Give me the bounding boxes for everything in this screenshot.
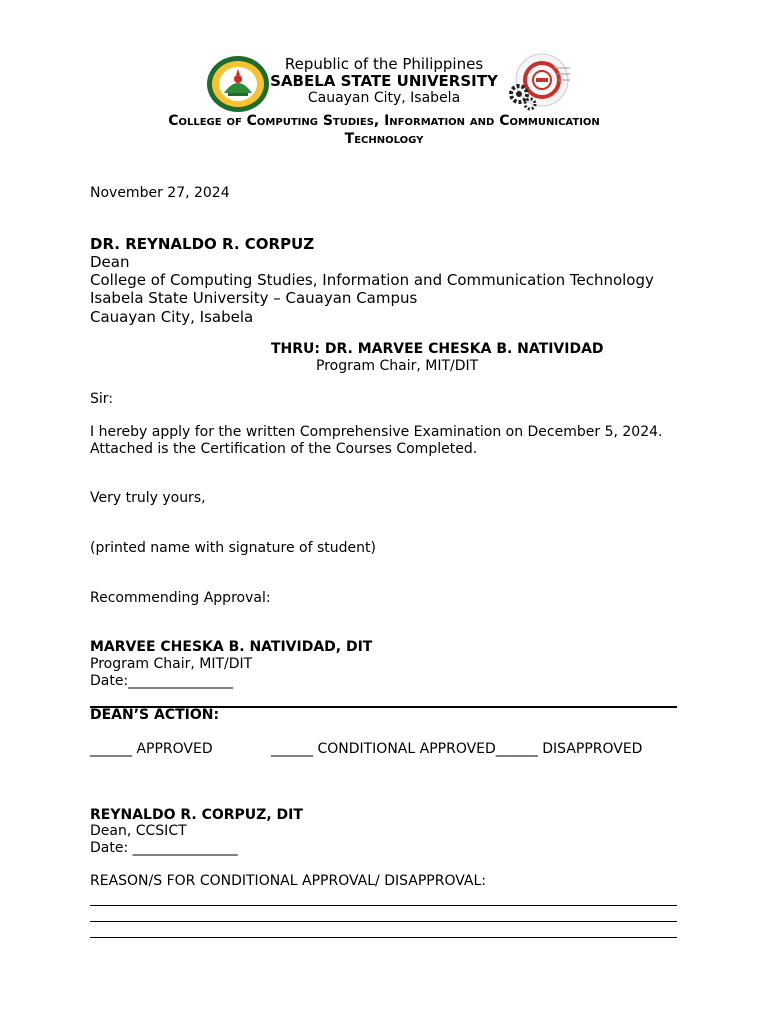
conditional-disapproved-options: ______ CONDITIONAL APPROVED______ DISAPPROVED bbox=[271, 741, 643, 757]
body-line2: Attached is the Certification of the Courses Completed. bbox=[90, 441, 478, 457]
recipient-campus: Isabela State University – Cauayan Campus bbox=[90, 289, 418, 307]
thru-line: THRU: DR. MARVEE CHESKA B. NATIVIDAD bbox=[271, 341, 604, 357]
header-city: Cauayan City, Isabela bbox=[307, 90, 461, 106]
header-university: SABELA STATE UNIVERSITY bbox=[270, 72, 498, 90]
recipient-college: College of Computing Studies, Information and Communication Technology bbox=[90, 271, 654, 289]
reason-line-2 bbox=[90, 921, 677, 922]
body-line1: I hereby apply for the written Comprehensive Examination on December 5, 2024. bbox=[90, 424, 663, 440]
deans-action-heading: DEAN’S ACTION: bbox=[90, 707, 220, 723]
reason-line-1 bbox=[90, 905, 677, 906]
header-college-line2: Technology bbox=[344, 131, 424, 147]
dean-date: Date: _______________ bbox=[90, 840, 238, 856]
recipient-title: Dean bbox=[90, 253, 130, 271]
header-republic: Republic of the Philippines bbox=[284, 55, 484, 73]
header-college-line1: College of Computing Studies, Information and Communication bbox=[168, 113, 600, 129]
approved-option: ______ APPROVED bbox=[90, 741, 213, 757]
thru-title: Program Chair, MIT/DIT bbox=[316, 358, 479, 374]
chair-title: Program Chair, MIT/DIT bbox=[90, 656, 253, 672]
chair-name: MARVEE CHESKA B. NATIVIDAD, DIT bbox=[90, 639, 373, 655]
reason-label: REASON/S FOR CONDITIONAL APPROVAL/ DISAPPROVAL: bbox=[90, 873, 486, 889]
recommending-approval: Recommending Approval: bbox=[90, 590, 271, 606]
letter-date: November 27, 2024 bbox=[90, 185, 230, 201]
reason-line-3 bbox=[90, 937, 677, 938]
salutation: Sir: bbox=[90, 391, 114, 407]
closing: Very truly yours, bbox=[90, 490, 206, 506]
recipient-name: DR. REYNALDO R. CORPUZ bbox=[90, 235, 315, 253]
chair-date: Date:_______________ bbox=[90, 673, 234, 689]
dean-name: REYNALDO R. CORPUZ, DIT bbox=[90, 807, 303, 823]
dean-title: Dean, CCSICT bbox=[90, 823, 187, 839]
recipient-city: Cauayan City, Isabela bbox=[90, 308, 254, 326]
signature-note: (printed name with signature of student) bbox=[90, 540, 376, 556]
